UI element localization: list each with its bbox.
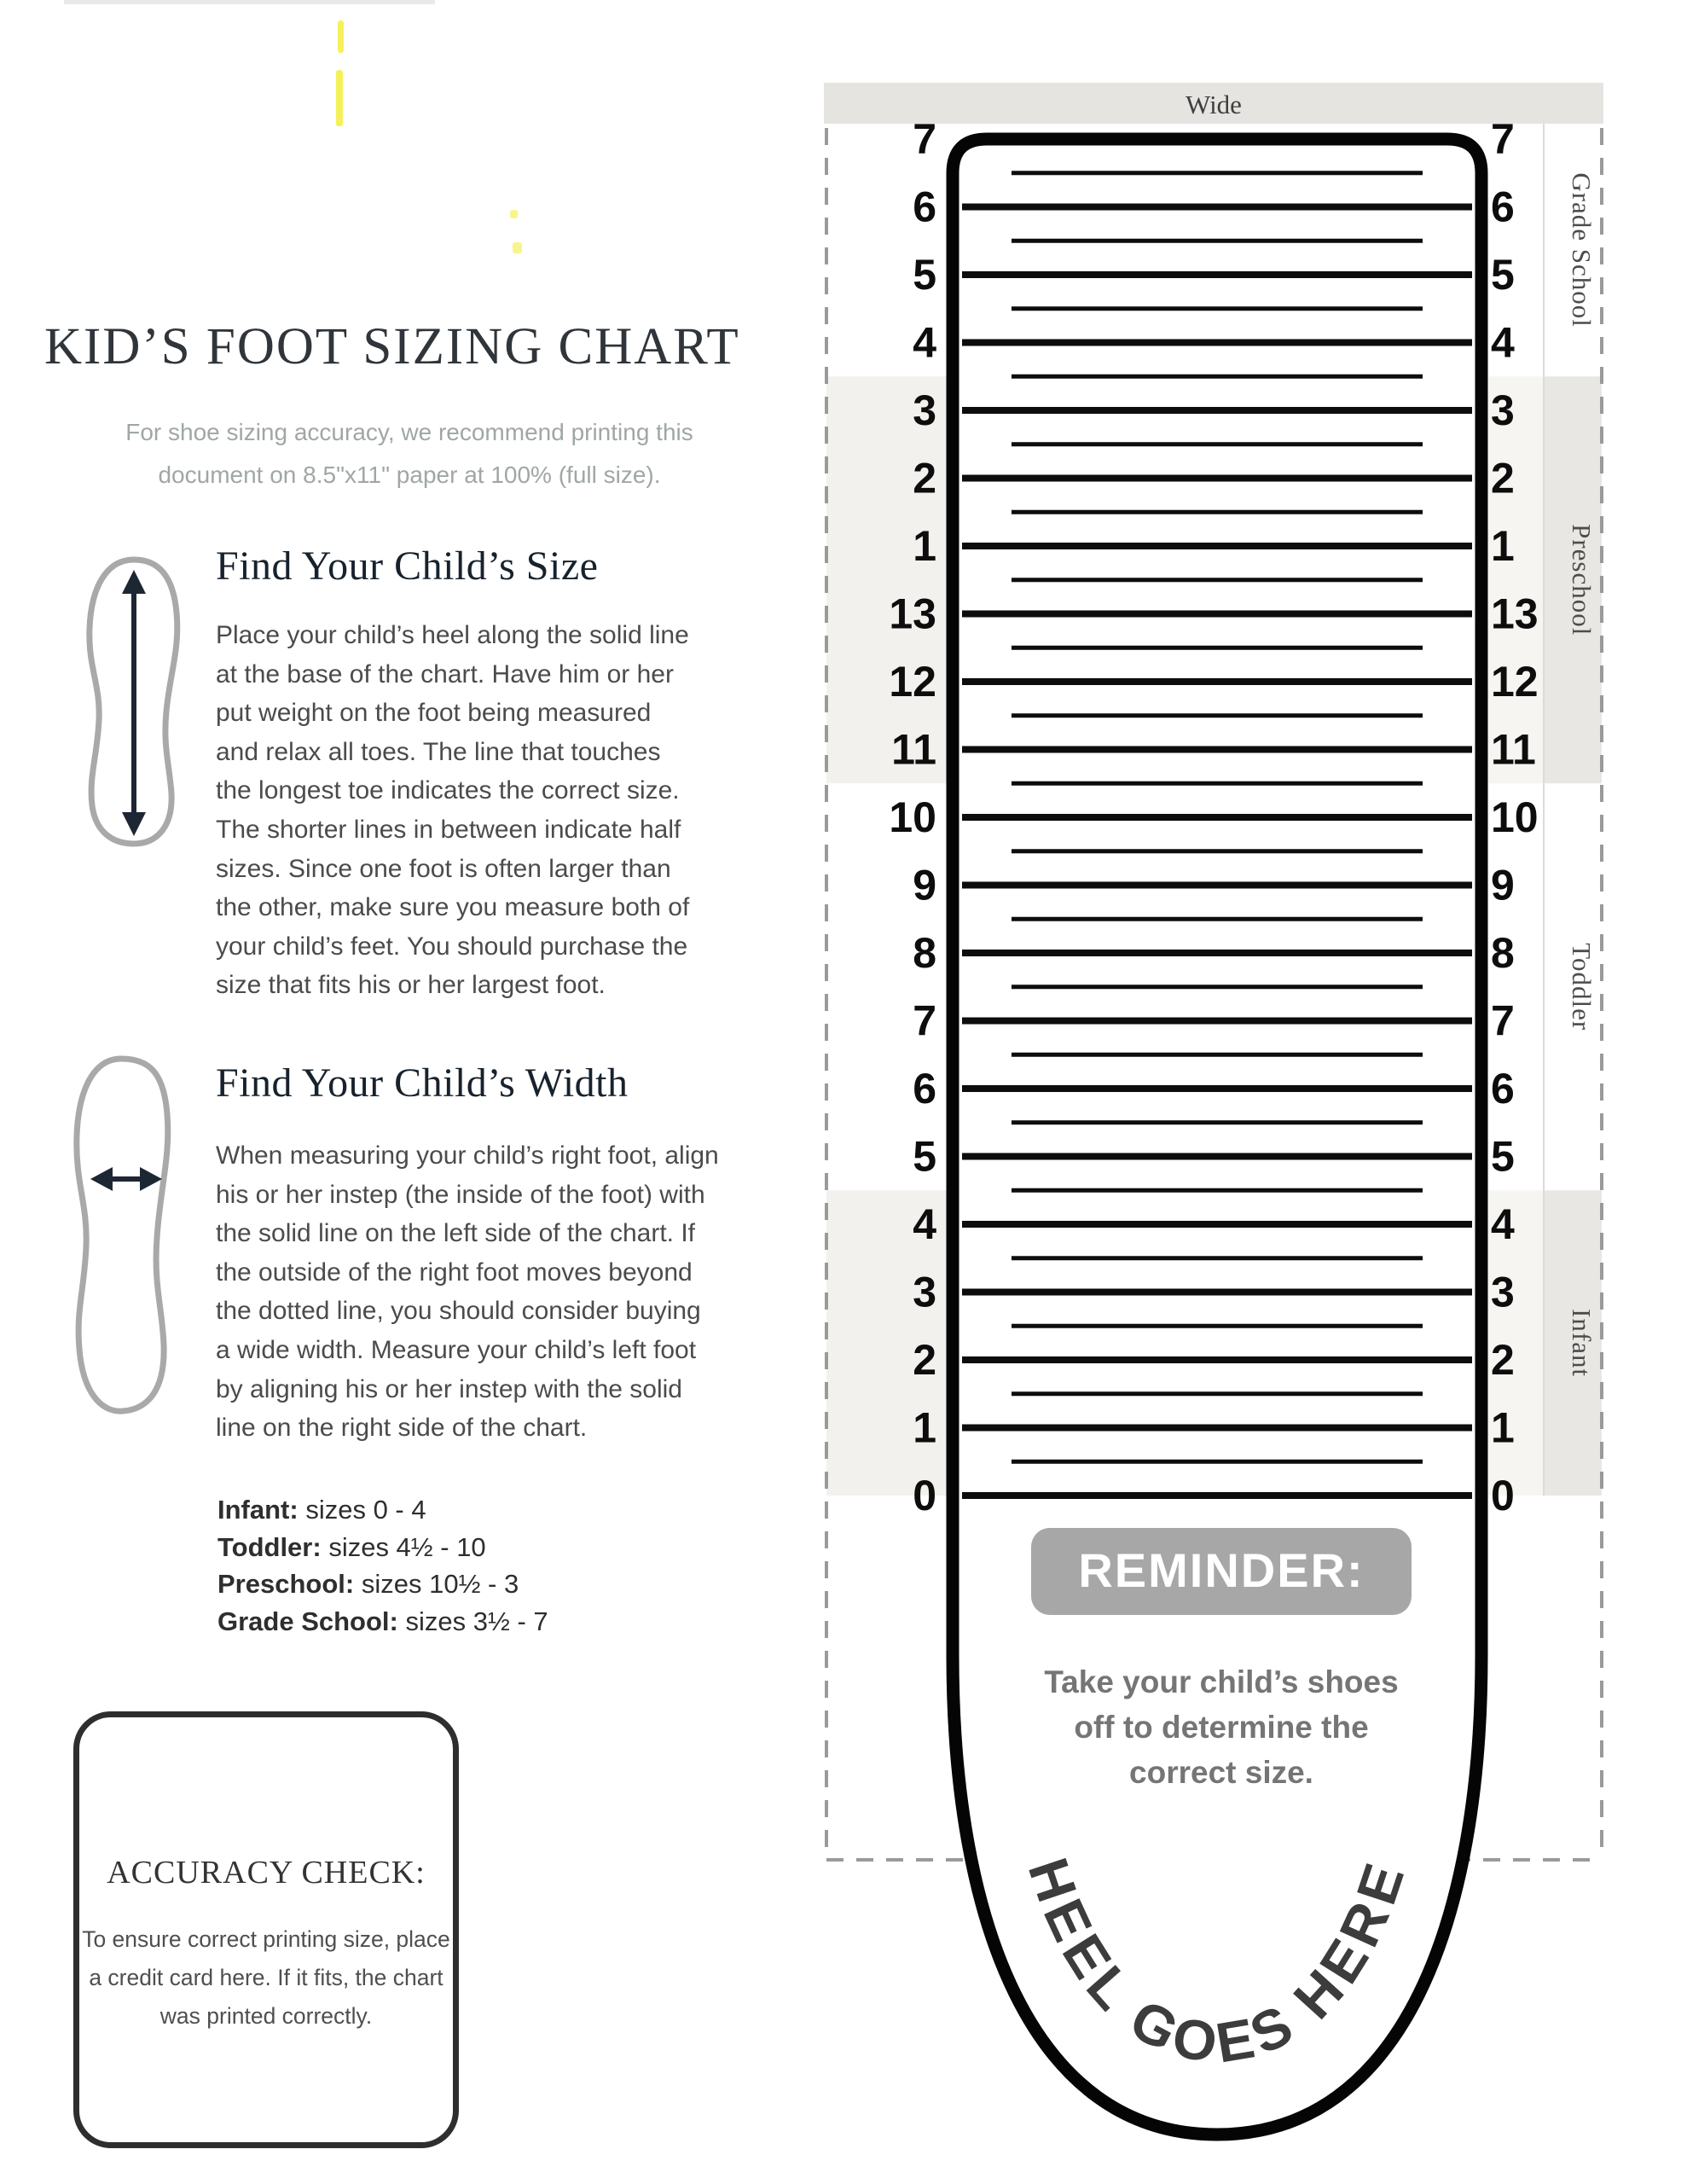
size-number-left-13: 13 [889, 590, 936, 638]
size-range-value: sizes 3½ - 7 [405, 1606, 548, 1636]
size-number-right-4: 4 [1491, 1200, 1515, 1248]
foot-chart-outline [953, 139, 1481, 2135]
size-number-right-8: 8 [1491, 929, 1515, 977]
size-number-left-2: 2 [913, 1336, 936, 1384]
size-number-right-10: 10 [1491, 793, 1539, 841]
size-number-left-1: 1 [913, 522, 936, 570]
heading-find-size: Find Your Child’s Size [216, 543, 599, 589]
size-range-label: Toddler: [217, 1531, 322, 1562]
size-number-left-11: 11 [891, 725, 936, 774]
size-number-right-2: 2 [1491, 454, 1515, 502]
size-number-left-4: 4 [913, 1200, 936, 1248]
size-number-right-6: 6 [1491, 183, 1515, 231]
page-title: KID’S FOOT SIZING CHART [44, 318, 740, 375]
category-label-grade-school: Grade School [1567, 172, 1597, 328]
accuracy-check-title: ACCURACY CHECK: [107, 1855, 426, 1891]
category-label-infant: Infant [1567, 1309, 1597, 1378]
size-number-left-1: 1 [913, 1403, 936, 1452]
size-number-right-1: 1 [1491, 1403, 1515, 1452]
paragraph-find-size: Place your child’s heel along the solid line at the base of the chart. Have him or her put weight on the foot being measured and relax all toes. The line that touches the longest toe indicates the correct size. The shorter lines in between indicate half sizes. Since one foot is often larger than the other, make sure you measure both of your child’s feet. You should purchase the size that fits his or her largest foot. [216, 621, 690, 1000]
reminder-line-2: off to determine the [1074, 1710, 1369, 1745]
size-number-left-5: 5 [913, 1132, 936, 1181]
size-number-right-7: 7 [1491, 996, 1515, 1045]
heading-find-width: Find Your Child’s Width [216, 1060, 629, 1106]
size-number-right-2: 2 [1491, 1336, 1515, 1384]
size-number-left-3: 3 [913, 1268, 936, 1316]
size-number-right-5: 5 [1491, 1132, 1515, 1181]
size-range-label: Infant: [217, 1495, 299, 1525]
reminder-line-3: correct size. [1129, 1755, 1313, 1790]
category-label-toddler: Toddler [1567, 943, 1597, 1031]
band-right-numbers [1488, 376, 1544, 783]
size-number-right-0: 0 [1491, 1472, 1515, 1519]
band-left-numbers [826, 376, 947, 783]
size-number-left-4: 4 [913, 318, 936, 367]
size-number-left-0: 0 [913, 1472, 936, 1519]
page-subtitle: For shoe sizing accuracy, we recommend printing this document on 8.5"x11" paper at 100% (full size). [125, 419, 693, 488]
wide-label: Wide [1186, 90, 1242, 119]
size-number-left-6: 6 [913, 1065, 936, 1112]
size-number-right-5: 5 [1491, 251, 1515, 299]
size-number-right-12: 12 [1491, 658, 1539, 706]
size-number-left-7: 7 [913, 996, 936, 1045]
accuracy-check-body: To ensure correct printing size, place a credit card here. If it fits, the chart was printed correctly. [82, 1926, 450, 2029]
size-range-value: sizes 0 - 4 [305, 1495, 426, 1525]
size-number-left-12: 12 [889, 658, 936, 706]
size-number-right-1: 1 [1491, 522, 1515, 570]
size-range-label: Preschool: [217, 1569, 355, 1599]
size-number-right-4: 4 [1491, 318, 1515, 367]
reminder-line-1: Take your child’s shoes [1044, 1664, 1399, 1699]
size-range-value: sizes 10½ - 3 [361, 1569, 519, 1599]
size-range-label: Grade School: [217, 1606, 398, 1636]
reminder-title: REMINDER: [1078, 1543, 1365, 1597]
size-number-left-2: 2 [913, 454, 936, 502]
size-number-left-9: 9 [913, 861, 936, 909]
category-label-preschool: Preschool [1567, 524, 1597, 636]
paragraph-find-width: When measuring your child’s right foot, align his or her instep (the inside of the foot) with the solid line on the left side of the chart. If the outside of the right foot moves beyond the dotted line, you should consider buying a wide width. Measure your child’s left foot by aligning his or her instep with the solid line on the right side of the chart. [216, 1141, 719, 1443]
size-number-left-10: 10 [889, 793, 936, 841]
size-range-value: sizes 4½ - 10 [328, 1531, 486, 1562]
size-number-right-3: 3 [1491, 386, 1515, 434]
size-number-left-8: 8 [913, 929, 936, 977]
size-number-right-6: 6 [1491, 1065, 1515, 1112]
heel-goes-here-label: HEEL GOES HERE [1016, 1850, 1418, 2076]
size-number-left-5: 5 [913, 251, 936, 299]
size-number-right-7: 7 [1491, 115, 1515, 163]
size-number-right-13: 13 [1491, 590, 1539, 638]
size-number-right-3: 3 [1491, 1268, 1515, 1316]
size-number-left-7: 7 [913, 115, 936, 163]
size-number-right-11: 11 [1491, 725, 1536, 774]
size-number-left-3: 3 [913, 386, 936, 434]
size-number-left-6: 6 [913, 183, 936, 231]
size-number-right-9: 9 [1491, 861, 1515, 909]
